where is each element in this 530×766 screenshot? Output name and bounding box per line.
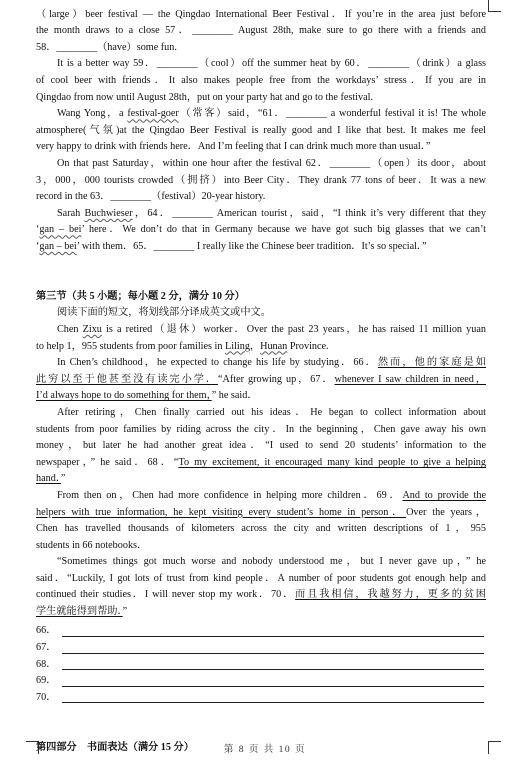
answer-number: 69．: [36, 675, 57, 687]
spellcheck-flagged-word: gan – bei: [39, 241, 77, 252]
text-segment: ”: [122, 606, 128, 618]
answer-number: 68．: [36, 658, 57, 670]
answer-blank-rule: [62, 623, 484, 637]
cloze-line-2: the month draws to a close 57．________ August 28th, make sure to go there with a friends and: [36, 25, 486, 37]
cloze-line-9: very happy to drink with friends here．And I’m feeling that I can drink much more than usual．”: [36, 141, 431, 153]
page-body: [36, 7, 486, 757]
page-number-footer: 第 8 页 共 10 页: [223, 745, 307, 755]
cloze-line-1: （large）beer festival — the Qingdao International Beer Festival．If you’re in the area just before: [36, 8, 486, 20]
reading-line-3: [36, 355, 486, 372]
reading-line-4: [36, 372, 486, 389]
cloze-line-7: [36, 106, 486, 123]
text-segment: newspaper，” he said．68．“: [36, 456, 179, 468]
underlined-translation-70: 而且我相信，我越努力，更多的贫困: [295, 589, 486, 601]
reading-line-8: money，but later he had another great idea．“I used to send 20 students’ information to the: [36, 440, 486, 452]
answer-number: 66．: [36, 625, 57, 637]
text-segment: Wang Yong，a: [57, 108, 128, 120]
answer-blank-rule: [62, 657, 484, 671]
cloze-line-3: 58．________（have）some fun.: [36, 41, 177, 53]
text-segment: （常客）said，“61．________ a wonderful festival it is! The whole: [178, 108, 486, 120]
underlined-translation-69: helpers with true information, he kept visiting every student’s home in person．: [36, 506, 407, 518]
spellcheck-flagged-word: gan – bei: [39, 224, 82, 236]
answer-number: 70．: [36, 691, 57, 703]
answer-line-69: [36, 673, 486, 690]
section-spacer: [36, 706, 486, 739]
underlined-translation-67: I’d always hope to do something for them，: [36, 390, 212, 402]
cloze-line-13: [36, 206, 486, 223]
cloze-line-6: Qingdao from now until August 28th，put on your party hat and go to the festival.: [36, 91, 373, 103]
text-segment: is a retired（退休）worker．Over the past 23 years，he has raised 11 million yuan: [101, 323, 486, 335]
underlined-translation-67: whenever I saw children in need，: [334, 373, 486, 385]
answer-line-70: [36, 690, 486, 707]
reading-line-1: [36, 322, 486, 339]
reading-line-7: students from poor families by riding across the city．In the beginning，Chen gave away his own: [36, 423, 486, 435]
text-segment: continued their studies．I will never stop my work．70．: [36, 589, 296, 601]
reading-line-14: students in 66 notebooks．: [36, 539, 148, 551]
underlined-translation-66: 此穷以至于他甚至没有读完小学．: [36, 373, 219, 385]
answer-line-66: [36, 623, 486, 640]
underlined-translation-70: 学生就能得到帮助．: [36, 606, 123, 618]
answer-number: 67．: [36, 642, 57, 654]
crop-mark-top-right: [488, 0, 501, 12]
reading-line-5: [36, 388, 486, 405]
section-spacer: [36, 256, 486, 289]
spellcheck-flagged-word: Liling: [225, 340, 250, 352]
spellcheck-flagged-word: festival-goer: [127, 108, 179, 120]
underlined-translation-69: And to provide the: [402, 489, 486, 501]
text-segment: ，: [249, 340, 261, 352]
reading-line-10: [36, 471, 486, 488]
spellcheck-flagged-word: Buchwieser: [84, 207, 133, 219]
answer-lines: [36, 623, 486, 706]
reading-line-6: After retiring，Chen finally carried out his ideas．He began to collect information about: [57, 406, 486, 418]
text-segment: to help 1，955 students from poor families in: [36, 340, 226, 352]
underlined-translation-68: hand．: [36, 473, 61, 485]
text-segment: “After growing up，67．: [218, 373, 335, 385]
text-segment: ”: [60, 473, 66, 485]
reading-line-9: [36, 455, 486, 472]
cloze-line-4: It is a better way 59．________（cool）off the summer heat by 60．________（drink）a glass: [57, 58, 486, 70]
answer-blank-rule: [62, 690, 484, 704]
text-segment: From then on，Chen had more confidence in helping more children．69．: [57, 489, 403, 501]
text-segment: Chen: [57, 323, 83, 335]
text-segment: ‘: [36, 224, 40, 236]
cloze-line-5: of cool beer with friends．It also makes people free from the workdays’ stress．If you are in: [36, 75, 486, 87]
section3-instruction: 阅读下面的短文，将划线部分译成英文或中文。: [57, 307, 271, 319]
cloze-line-10: On that past Saturday，within one hour after the festival 62．________（open）its door，about: [57, 158, 486, 170]
cloze-line-14: [36, 222, 486, 239]
reading-line-17: [36, 587, 486, 604]
reading-line-18: [36, 604, 486, 621]
cloze-line-15: [36, 239, 486, 256]
answer-line-68: [36, 657, 486, 674]
cloze-line-12: record in the 63．________（festival）20-year history.: [36, 191, 266, 203]
cloze-line-8: atmosphere(气氛)at the Qingdao Beer Festival is really good and I like that best. It makes me feel: [36, 124, 486, 136]
section3-title: 第三节（共 5 小题；每小题 2 分，满分 10 分）: [36, 290, 245, 302]
reading-line-13: Chen has travelled thousands of kilometers across the city and written descriptions of 1，955: [36, 523, 486, 535]
text-segment: In Chen’s childhood，he expected to change his life by studying．66．: [57, 357, 378, 369]
reading-line-11: [36, 488, 486, 505]
text-segment: Sarah: [57, 207, 85, 219]
spellcheck-flagged-word: Zixu: [82, 323, 102, 335]
reading-line-12: [36, 505, 486, 522]
answer-blank-rule: [62, 673, 484, 687]
text-segment: Province.: [287, 340, 329, 352]
answer-blank-rule: [62, 640, 484, 654]
cloze-line-11: 3，000，000 tourists crowded（拥挤）into Beer City．They drank 77 tons of beer．It was a new: [36, 174, 486, 186]
text-segment: Over the years，: [406, 506, 486, 518]
text-segment: ’ here．We don’t do that in Germany because we have got such big glasses that we can’t: [81, 224, 486, 236]
text-segment: ’ with them．65．________ I really like the Chinese beer tradition．It’s so special．”: [76, 241, 427, 252]
text-segment: ，64．________ American tourist，said，“I think it’s very different that they: [132, 207, 486, 219]
reading-line-15: “Sometimes things got much worse and nobody understood me，but I never gave up，” he: [57, 556, 486, 568]
reading-line-16: said．“Luckily, I got lots of trust from kind people．A number of poor students got enough help and: [36, 572, 486, 584]
section4-title: 第四部分 书面表达（满分 15 分）: [36, 741, 194, 753]
text-segment: ‘: [36, 241, 40, 252]
text-segment: ” he said．: [211, 390, 258, 402]
underlined-translation-68: To my excitement, it encouraged many kind people to give a helping: [178, 456, 486, 468]
underlined-translation-66: 然而，他的家庭是如: [377, 357, 486, 369]
reading-line-2: [36, 339, 486, 356]
answer-line-67: [36, 640, 486, 657]
spellcheck-flagged-word: Hunan: [260, 340, 288, 352]
